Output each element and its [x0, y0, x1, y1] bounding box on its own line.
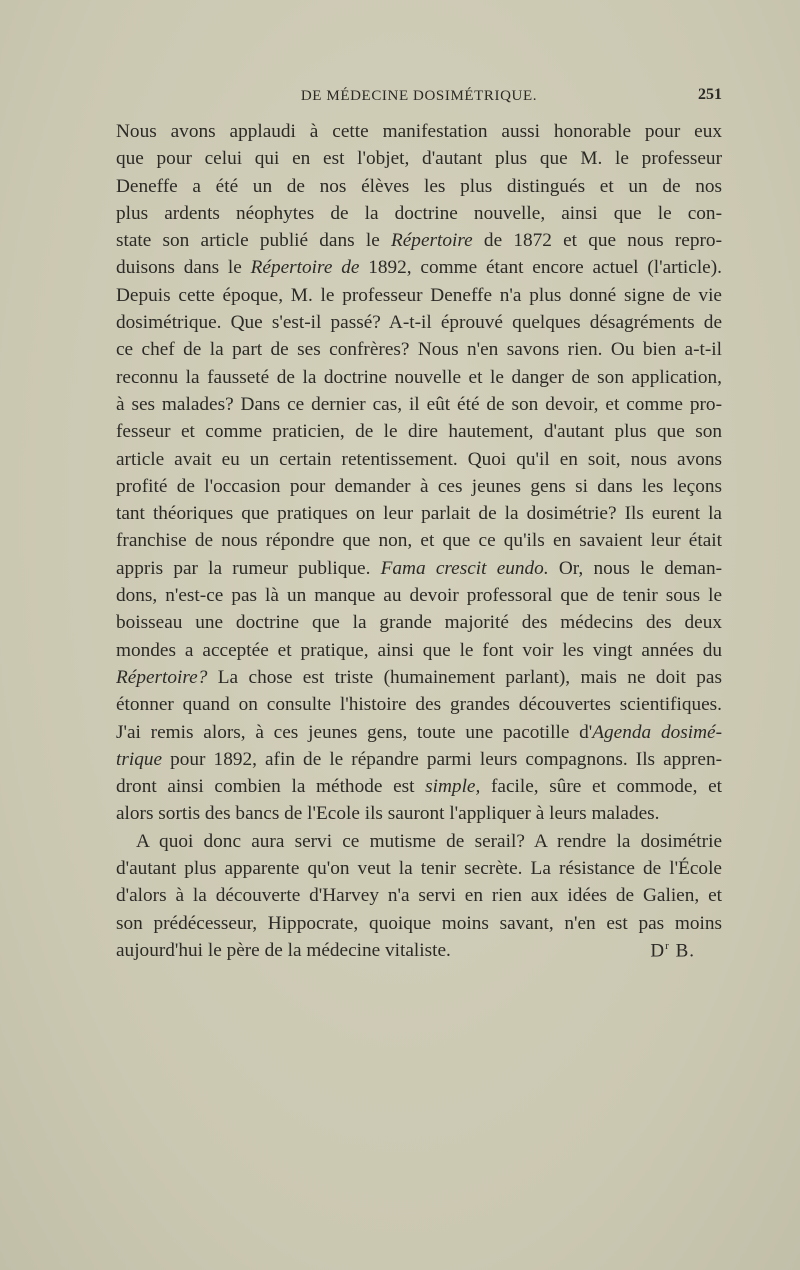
- italic-span: simple,: [425, 776, 481, 798]
- italic-span: trique: [116, 748, 163, 770]
- text-line: son prédécesseur, Hippocrate, quoique moins savant, n'en est pas moins: [116, 912, 722, 934]
- text-line: d'alors à la découverte d'Harvey n'a servi en rien aux idées de Galien, et: [116, 885, 722, 907]
- text-line: que pour celui qui en est l'objet, d'autant plus que M. le professeur: [116, 148, 722, 170]
- signature: [650, 940, 695, 962]
- signature-title: D: [650, 940, 666, 962]
- text-line: ce chef de la part de ses confrères? Nous n'en savons rien. Ou bien a-t-il: [116, 339, 722, 361]
- text-line: trique pour 1892, afin de le répandre parmi leurs compagnons. Ils appren-: [116, 748, 722, 770]
- text-line: A quoi donc aura servi ce mutisme de serail? A rendre la dosimétrie: [136, 830, 722, 852]
- text-line: state son article publié dans le Répertoire de 1872 et que nous repro-: [116, 230, 722, 252]
- text-line: duisons dans le Répertoire de 1892, comme étant encore actuel (l'article).: [116, 257, 722, 279]
- text-line: J'ai remis alors, à ces jeunes gens, toute une pacotille d'Agenda dosimé-: [116, 721, 722, 743]
- text-line: tant théoriques que pratiques on leur parlait de la dosimétrie? Ils eurent la: [116, 503, 722, 525]
- italic-span: Répertoire?: [116, 666, 208, 688]
- text-line: Depuis cette époque, M. le professeur Deneffe n'a plus donné signe de vie: [116, 284, 722, 306]
- running-head: [116, 88, 722, 110]
- text-line: dosimétrique. Que s'est-il passé? A-t-il éprouvé quelques désagréments de: [116, 312, 722, 334]
- italic-span: Fama crescit eundo.: [380, 557, 549, 579]
- text-line: dront ainsi combien la méthode est simple, facile, sûre et commode, et: [116, 776, 722, 798]
- text-line: dons, n'est-ce pas là un manque au devoir professoral que de tenir sous le: [116, 585, 722, 607]
- text-line: appris par la rumeur publique. Fama crescit eundo. Or, nous le deman-: [116, 557, 722, 579]
- italic-span: Répertoire de: [250, 257, 360, 279]
- text-line: fesseur et comme praticien, de le dire hautement, d'autant plus que son: [116, 421, 722, 443]
- text-line: aujourd'hui le père de la médecine vitaliste.: [116, 939, 451, 961]
- text-line: reconnu la fausseté de la doctrine nouvelle et le danger de son application,: [116, 366, 722, 388]
- text-line: Deneffe a été un de nos élèves les plus distingués et un de nos: [116, 175, 722, 197]
- text-line: profité de l'occasion pour demander à ces jeunes gens si dans les leçons: [116, 475, 722, 497]
- text-line: d'autant plus apparente qu'on veut la tenir secrète. La résistance de l'École: [116, 858, 722, 880]
- text-line: franchise de nous répondre que non, et que ce qu'ils en savaient leur était: [116, 530, 722, 552]
- text-line: boisseau une doctrine que la grande majorité des médecins des deux: [116, 612, 722, 634]
- text-line: mondes a acceptée et pratique, ainsi que le font voir les vingt années du: [116, 639, 722, 661]
- body-text: [116, 118, 722, 964]
- running-title: DE MÉDECINE DOSIMÉTRIQUE.: [300, 88, 538, 104]
- page-number: 251: [698, 86, 722, 103]
- text-line: à ses malades? Dans ce dernier cas, il eût été de son devoir, et comme pro-: [116, 393, 722, 415]
- text-line: Nous avons applaudi à cette manifestation aussi honorable pour eux: [116, 121, 722, 142]
- text-line: article avait eu un certain retentissement. Quoi qu'il en soit, nous avons: [116, 448, 722, 470]
- text-line: étonner quand on consulte l'histoire des grandes découvertes scientifiques.: [116, 694, 722, 716]
- signature-title-superscript: r: [665, 940, 670, 952]
- text-line: plus ardents néophytes de la doctrine nouvelle, ainsi que le con-: [116, 202, 722, 224]
- text-line: alors sortis des bancs de l'Ecole ils sauront l'appliquer à leurs malades.: [116, 803, 660, 825]
- text-line: Répertoire? La chose est triste (humainement parlant), mais ne doit pas: [116, 666, 722, 688]
- italic-span: Agenda dosimé-: [592, 721, 722, 743]
- italic-span: Répertoire: [390, 230, 473, 252]
- signature-initial: B.: [669, 940, 695, 962]
